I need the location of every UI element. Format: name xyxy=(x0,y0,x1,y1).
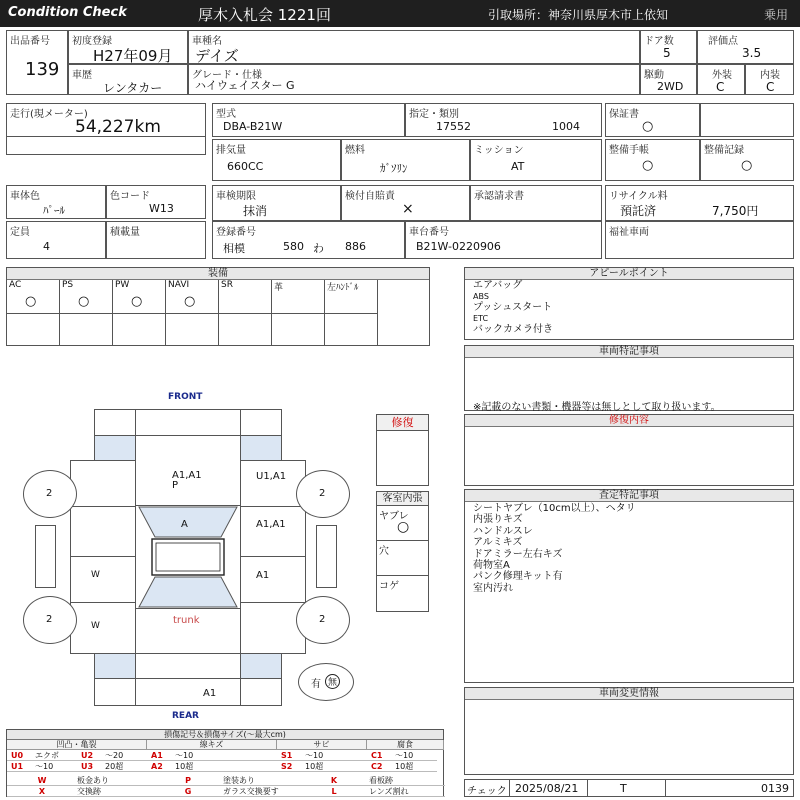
equipment-cell-6 xyxy=(325,280,378,314)
legend-code: S2 xyxy=(281,762,293,771)
capacity-value: 4 xyxy=(43,240,50,253)
grade-value: ハイウェイスター G xyxy=(195,79,295,92)
lot-number: 139 xyxy=(25,59,60,80)
inspector-notes-panel xyxy=(464,489,794,683)
change-info-panel xyxy=(464,687,794,775)
check-code: T xyxy=(620,782,627,795)
exterior-label: 外装 xyxy=(712,70,732,81)
inspector-note-line: ハンドルスレ xyxy=(473,525,533,537)
exterior-box xyxy=(697,64,745,95)
check-label: チェック xyxy=(467,786,507,797)
legend-code: L xyxy=(331,787,337,796)
check-row xyxy=(464,779,794,797)
windshield-mark: A xyxy=(181,519,188,530)
interior-value: C xyxy=(766,80,775,94)
legend-code: U3 xyxy=(81,762,94,771)
front-bumper-left xyxy=(94,409,136,436)
front-light-left xyxy=(94,435,136,461)
inspector-note-line: 荷物室A xyxy=(473,560,510,572)
doors-box xyxy=(640,30,697,64)
spare-label: 有 xyxy=(311,679,321,690)
equipment-cell-1 xyxy=(60,280,113,314)
score-label: 評価点 xyxy=(708,36,738,47)
legend-title: 損傷記号＆損傷サイズ(〜最大cm) xyxy=(7,730,443,740)
legend-desc: 交換跡 xyxy=(77,787,101,796)
left-rear-fender xyxy=(70,602,136,654)
rear-light-right xyxy=(240,653,282,679)
mission-value: AT xyxy=(511,160,525,173)
mileage-divider xyxy=(7,136,205,137)
cabin-row-label: ヤブレ xyxy=(379,511,409,522)
repair-contents-panel xyxy=(464,414,794,486)
spare-mark: 無 xyxy=(325,674,340,689)
front-light-right xyxy=(240,435,282,461)
legend-desc: 10超 xyxy=(175,762,194,771)
color-code-value: W13 xyxy=(149,202,174,215)
model-name-label: 車種名 xyxy=(192,36,222,47)
first-reg-box xyxy=(68,30,188,64)
right-front-door xyxy=(240,506,306,557)
fuel-label: 燃料 xyxy=(345,145,365,156)
legend-desc: ガラス交換要す xyxy=(223,787,279,796)
legend-desc: 〜10 xyxy=(305,751,324,760)
legend-desc: エクボ xyxy=(35,751,59,760)
check-date: 2025/08/21 xyxy=(515,782,579,795)
legend-desc: 10超 xyxy=(395,762,414,771)
legend-desc: 板金あり xyxy=(77,776,109,785)
legend-cell xyxy=(77,761,147,772)
check-sep-1 xyxy=(509,780,510,796)
grade-label: グレード・仕様 xyxy=(192,70,262,81)
chassis-value: B21W-0220906 xyxy=(416,240,501,253)
legend-code: A1 xyxy=(151,751,163,760)
color-box xyxy=(6,185,106,219)
front-label: FRONT xyxy=(168,392,203,402)
hood-mark-2: P xyxy=(172,480,179,491)
legend-code: S1 xyxy=(281,751,293,760)
designation-value-2: 1004 xyxy=(552,120,580,133)
legend-cell-2 xyxy=(299,775,445,786)
rear-window xyxy=(139,577,237,607)
repair-contents-title: 修復内容 xyxy=(465,415,793,427)
trunk-label: trunk xyxy=(173,615,200,626)
tire-value: 2 xyxy=(319,488,326,499)
inspector-note-line: 内張りキズ xyxy=(473,514,523,526)
color-value: ﾊﾟｰﾙ xyxy=(43,204,65,217)
rear-bumper-right xyxy=(240,678,282,706)
header-bar xyxy=(0,0,800,27)
legend-cell xyxy=(77,750,147,761)
right-rear-door-mark: A1 xyxy=(256,570,270,581)
designation-box xyxy=(405,103,602,137)
legend-code: W xyxy=(37,776,47,785)
load-label: 積載量 xyxy=(110,227,140,238)
appeal-line: エアバッグ xyxy=(473,280,523,291)
insurance-label: 検付自賠責 xyxy=(345,191,395,202)
legend-cell-2 xyxy=(299,786,445,797)
equipment-mark: ○ xyxy=(184,294,196,309)
warranty-box xyxy=(605,103,700,137)
equipment-label: SR xyxy=(221,280,233,290)
drive-value: 2WD xyxy=(657,80,684,93)
history-box xyxy=(68,64,188,95)
history-value: レンタカー xyxy=(103,81,163,95)
legend-cell-2 xyxy=(153,786,299,797)
equipment-label: 革 xyxy=(274,283,284,293)
special-title: 車両特記事項 xyxy=(465,346,793,358)
right-rear-fender xyxy=(240,602,306,654)
equipment-cell-4 xyxy=(219,280,272,314)
maint-book-box xyxy=(605,139,700,181)
logo: Condition Check xyxy=(8,5,127,20)
right-front-door-mark: A1,A1 xyxy=(256,519,286,530)
sunroof-inner xyxy=(156,543,220,571)
cabin-row-label: 穴 xyxy=(379,546,389,557)
legend-cell xyxy=(367,761,437,772)
model-name-value: デイズ xyxy=(195,47,239,65)
vehicle-type: 乗用 xyxy=(764,8,789,22)
legend-code: C1 xyxy=(371,751,383,760)
interior-label: 内装 xyxy=(760,70,780,81)
equipment-mark: ○ xyxy=(131,294,143,309)
lot-label: 出品番号 xyxy=(10,36,50,47)
maint-record-box xyxy=(700,139,794,181)
auction-name: 厚木入札会 1221回 xyxy=(198,6,331,24)
legend-cell xyxy=(367,750,437,761)
equipment-title: 装備 xyxy=(7,268,429,280)
tire xyxy=(23,596,77,644)
plate-area: 相模 xyxy=(223,242,245,255)
equipment-empty-cell-4 xyxy=(219,314,272,346)
designation-value-1: 17552 xyxy=(436,120,471,133)
doors-label: ドア数 xyxy=(644,36,674,47)
rear-label: REAR xyxy=(172,711,199,721)
warranty-label: 保証書 xyxy=(609,109,639,120)
mileage-value: 54,227km xyxy=(75,117,161,137)
change-info-title: 車両変更情報 xyxy=(465,688,793,700)
first-reg-value: H27年09月 xyxy=(93,47,173,65)
front-bumper-center xyxy=(135,409,241,436)
model-code-box xyxy=(212,103,405,137)
check-sep-2 xyxy=(587,780,588,796)
model-code-label: 型式 xyxy=(216,109,236,120)
spare-tire xyxy=(298,663,354,701)
cabin-row-label: コゲ xyxy=(379,581,399,592)
plate-number: 886 xyxy=(345,240,366,253)
legend-group: 腐食 xyxy=(367,740,444,750)
right-front-fender-mark: U1,A1 xyxy=(256,471,287,482)
legend-cell xyxy=(147,750,277,761)
recycle-label: リサイクル料 xyxy=(609,191,668,202)
legend-desc: 10超 xyxy=(305,762,324,771)
repair-box xyxy=(376,414,429,486)
plate-kana: わ xyxy=(313,242,324,255)
inspector-note-line: シートヤブレ（10cm以上）、ヘタリ xyxy=(473,503,636,514)
lot-box xyxy=(6,30,68,95)
equipment-empty-cell-5 xyxy=(272,314,325,346)
cabin-row xyxy=(377,541,428,576)
drive-box xyxy=(640,64,697,95)
equipment-empty-cell-0 xyxy=(7,314,60,346)
rear-bumper-center xyxy=(135,678,241,706)
displacement-box xyxy=(212,139,341,181)
left-mirror xyxy=(35,525,56,588)
inspection-label: 車検期限 xyxy=(216,191,256,202)
maint-record-label: 整備記録 xyxy=(704,145,744,156)
equipment-empty-cell-3 xyxy=(166,314,219,346)
warranty-mark: ○ xyxy=(642,119,654,134)
legend-group: 線キズ xyxy=(147,740,277,750)
recycle-box xyxy=(605,185,794,221)
legend-code: G xyxy=(184,787,192,796)
inspection-box xyxy=(212,185,341,221)
legend-group: サビ xyxy=(277,740,367,750)
equipment-label: PW xyxy=(115,280,130,290)
legend-cell xyxy=(147,761,277,772)
glass-overlay xyxy=(135,505,241,609)
tire xyxy=(296,470,350,518)
legend-cell xyxy=(7,750,77,761)
warranty-extra-box xyxy=(700,103,794,137)
inspector-notes-title: 査定特記事項 xyxy=(465,490,793,502)
tire-value: 2 xyxy=(46,614,53,625)
windshield xyxy=(139,507,237,537)
legend-code: X xyxy=(38,787,46,796)
legend-group: 凹凸・亀裂 xyxy=(7,740,147,750)
legend-desc: 〜10 xyxy=(395,751,414,760)
legend-cell xyxy=(277,750,367,761)
color-code-label: 色コード xyxy=(110,191,150,202)
tire-value: 2 xyxy=(319,614,326,625)
equipment-label: NAVI xyxy=(168,280,190,290)
model-code-value: DBA-B21W xyxy=(223,120,283,133)
cabin-row xyxy=(377,506,428,541)
legend-desc: 塗装あり xyxy=(223,776,255,785)
score-box xyxy=(697,30,794,64)
legend-code: U0 xyxy=(11,751,24,760)
plate-class: 580 xyxy=(283,240,304,253)
equipment-label: AC xyxy=(9,280,22,290)
inspection-value: 抹消 xyxy=(243,204,268,218)
check-number: 0139 xyxy=(761,782,789,795)
legend-code: U1 xyxy=(11,762,24,771)
designation-label: 指定・類別 xyxy=(409,109,459,120)
right-mirror xyxy=(316,525,337,588)
mission-box xyxy=(470,139,602,181)
approval-box xyxy=(470,185,602,221)
right-rear-door xyxy=(240,556,306,603)
displacement-label: 排気量 xyxy=(216,145,246,156)
inspector-note-line: パンク修理キット有 xyxy=(473,571,563,583)
legend-code: K xyxy=(330,776,338,785)
recycle-status: 預託済 xyxy=(620,204,657,218)
cabin-box xyxy=(376,491,429,612)
appeal-line: バックカメラ付き xyxy=(473,324,553,335)
chassis-box xyxy=(405,221,602,259)
hood-panel xyxy=(135,435,241,506)
legend-code: C2 xyxy=(371,762,383,771)
equipment-label: PS xyxy=(62,280,74,290)
special-note: ※記載のない書類・機器等は無しとして取り扱います。 xyxy=(473,402,721,413)
equipment-empty-cell-1 xyxy=(60,314,113,346)
tire xyxy=(23,470,77,518)
legend-cell-2 xyxy=(7,775,153,786)
plate-box xyxy=(212,221,405,259)
mileage-box xyxy=(6,103,206,155)
mission-label: ミッション xyxy=(474,145,524,156)
equipment-mark: ○ xyxy=(25,294,37,309)
drive-label: 駆動 xyxy=(644,70,664,81)
interior-box xyxy=(745,64,794,95)
legend-code: A2 xyxy=(151,762,163,771)
recycle-amount: 7,750円 xyxy=(712,204,759,218)
welfare-label: 福祉車両 xyxy=(609,227,649,238)
cabin-title: 客室内張 xyxy=(377,492,428,506)
doors-value: 5 xyxy=(663,46,671,60)
front-bumper-right xyxy=(240,409,282,436)
legend-cell-2 xyxy=(7,786,153,797)
legend-cell xyxy=(7,761,77,772)
repair-title: 修復 xyxy=(377,415,428,431)
left-front-door xyxy=(70,506,136,557)
tire-value: 2 xyxy=(46,488,53,499)
legend-panel xyxy=(6,729,444,797)
legend-code: P xyxy=(185,776,191,785)
inspector-note-line: 室内汚れ xyxy=(473,582,513,594)
equipment-panel xyxy=(6,267,430,346)
legend-desc: 看板跡 xyxy=(369,776,393,785)
special-panel xyxy=(464,345,794,411)
appeal-line: プッシュスタート xyxy=(473,302,553,313)
exterior-value: C xyxy=(716,80,725,94)
appeal-line: ETC xyxy=(473,314,489,323)
inspector-note-line: ドアミラー左右キズ xyxy=(473,548,563,560)
fuel-box xyxy=(341,139,470,181)
rear-light-left xyxy=(94,653,136,679)
legend-cell-2 xyxy=(153,775,299,786)
equipment-cell-3 xyxy=(166,280,219,314)
legend-desc: レンズ割れ xyxy=(369,787,409,796)
fuel-value: ｶﾞｿﾘﾝ xyxy=(380,162,408,175)
pickup-location: 引取場所：神奈川県厚木市上依知 xyxy=(488,8,669,22)
load-box xyxy=(106,221,206,259)
legend-code: U2 xyxy=(81,751,94,760)
equipment-empty-cell-2 xyxy=(113,314,166,346)
maint-book-label: 整備手帳 xyxy=(609,145,649,156)
maint-book-mark: ○ xyxy=(642,158,654,173)
insurance-value: × xyxy=(402,201,414,217)
legend-desc: 〜20 xyxy=(105,751,124,760)
maint-record-mark: ○ xyxy=(741,158,753,173)
legend-desc: 20超 xyxy=(105,762,124,771)
equipment-cell-0 xyxy=(7,280,60,314)
welfare-box xyxy=(605,221,794,259)
left-rear-fender-mark: W xyxy=(91,621,100,631)
equipment-mark: ○ xyxy=(78,294,90,309)
equipment-label: 左ﾊﾝﾄﾞﾙ xyxy=(327,283,359,293)
cabin-row xyxy=(377,576,428,611)
equipment-cell-5 xyxy=(272,280,325,314)
color-label: 車体色 xyxy=(10,191,40,202)
approval-label: 承認請求書 xyxy=(474,191,524,202)
insurance-box xyxy=(341,185,470,221)
equipment-cell-2 xyxy=(113,280,166,314)
capacity-box xyxy=(6,221,106,259)
left-front-fender xyxy=(70,460,136,507)
appeal-line: ABS xyxy=(473,292,489,301)
cabin-row-mark: ○ xyxy=(397,519,410,535)
first-reg-label: 初度登録 xyxy=(72,36,112,47)
displacement-value: 660CC xyxy=(227,160,264,173)
equipment-empty-cell-6 xyxy=(325,314,378,346)
trunk-panel xyxy=(135,608,241,654)
appeal-panel xyxy=(464,267,794,340)
history-label: 車歴 xyxy=(72,70,92,81)
inspector-note-line: アルミキズ xyxy=(473,537,523,549)
rear-bumper-mark: A1 xyxy=(203,688,217,699)
inspector-notes-list xyxy=(473,503,636,594)
hood-mark: A1,A1 xyxy=(172,470,202,481)
capacity-label: 定員 xyxy=(10,227,30,238)
left-rear-door-mark: W xyxy=(91,570,100,580)
chassis-label: 車台番号 xyxy=(409,227,449,238)
score-value: 3.5 xyxy=(742,46,762,60)
rear-bumper-left xyxy=(94,678,136,706)
legend-cell xyxy=(277,761,367,772)
left-rear-door xyxy=(70,556,136,603)
check-sep-3 xyxy=(665,780,666,796)
model-name-box xyxy=(188,30,640,64)
appeal-list xyxy=(473,280,553,335)
grade-box xyxy=(188,64,640,95)
plate-label: 登録番号 xyxy=(216,227,256,238)
color-code-box xyxy=(106,185,206,219)
legend-desc: 〜10 xyxy=(175,751,194,760)
mileage-label: 走行(現メーター) xyxy=(10,109,88,120)
legend-desc: 〜10 xyxy=(35,762,54,771)
appeal-title: アピールポイント xyxy=(465,268,793,280)
tire xyxy=(296,596,350,644)
rear-deck xyxy=(135,653,241,679)
